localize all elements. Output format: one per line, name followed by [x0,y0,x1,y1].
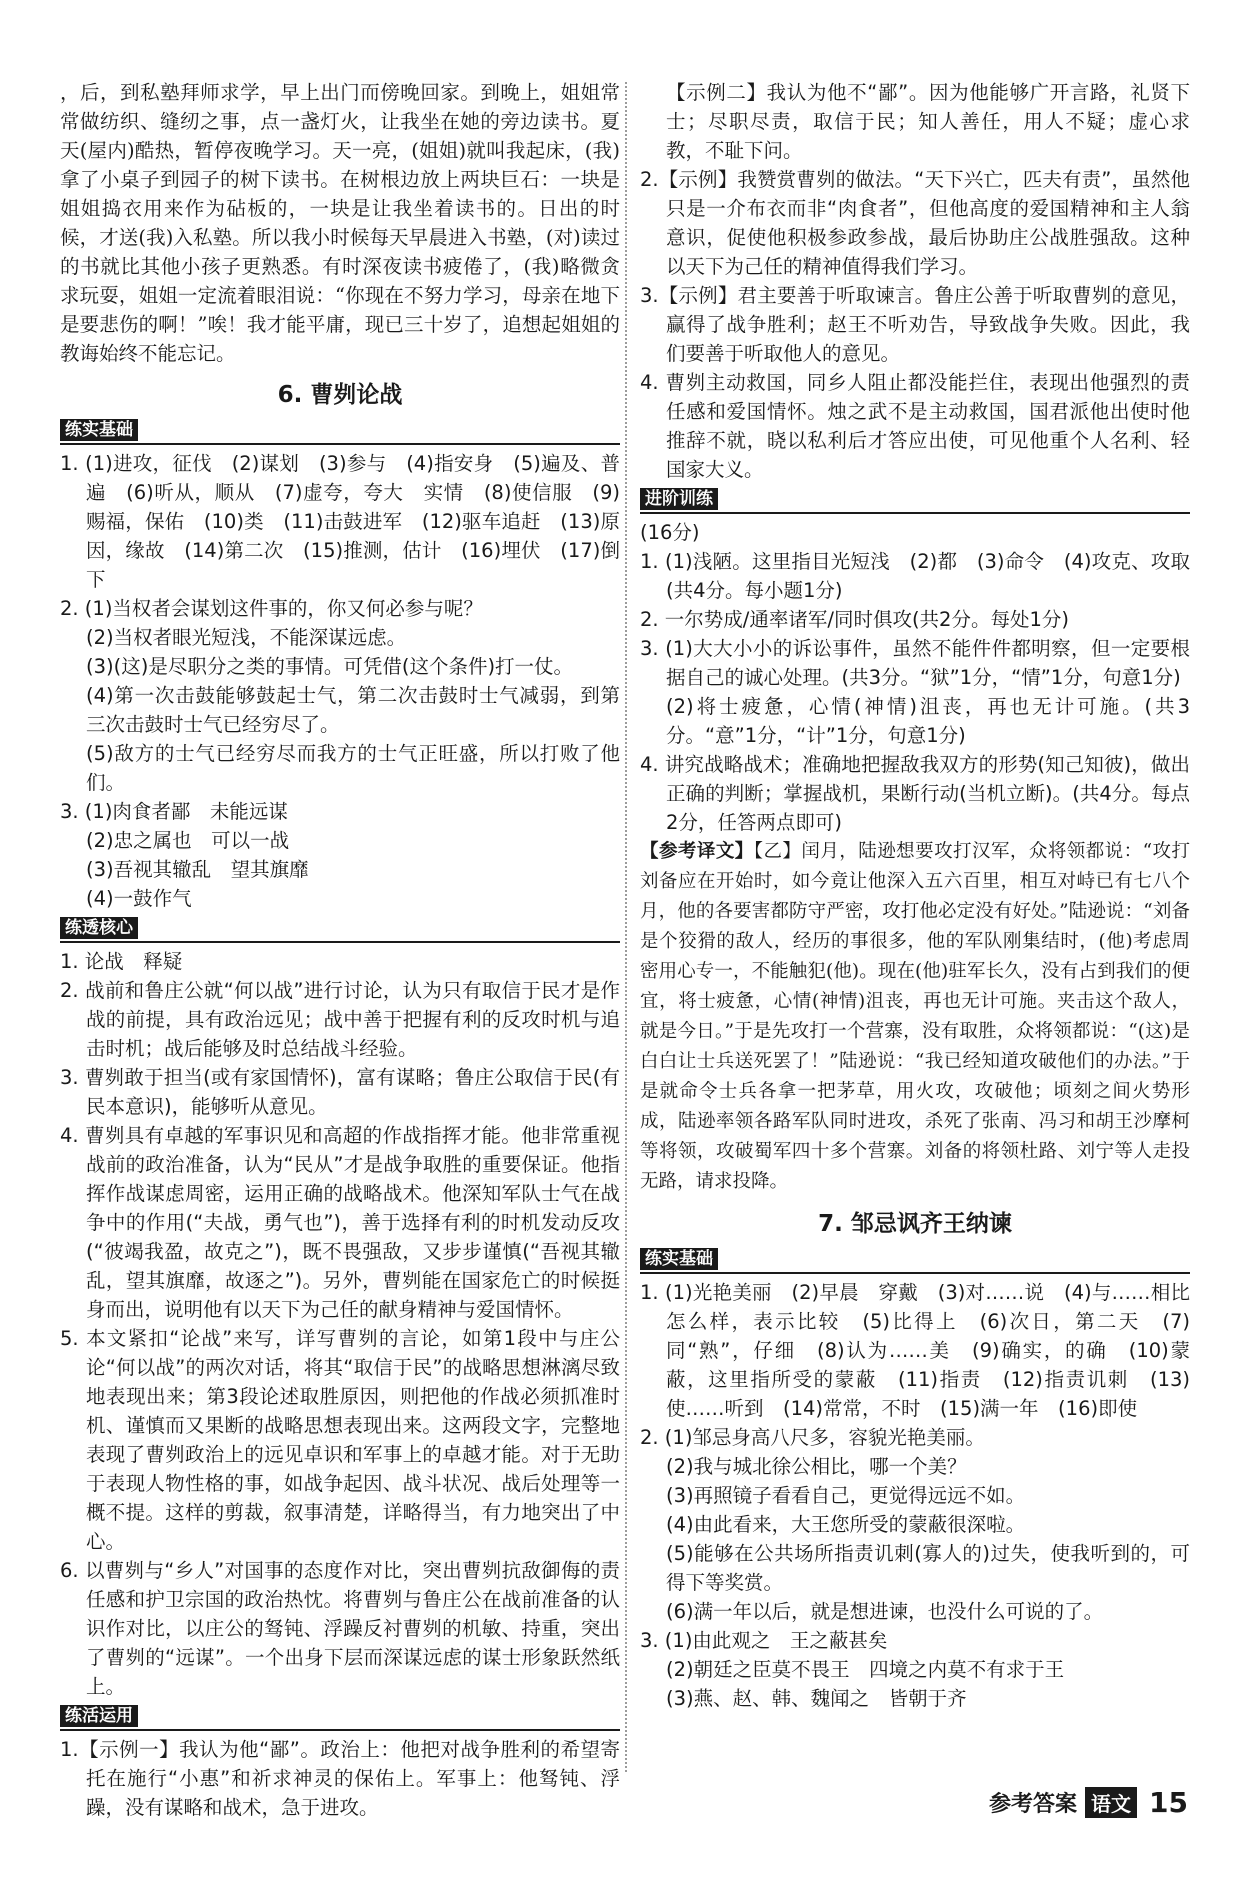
answer-subitem: (4)由此看来，大王您所受的蒙蔽很深啦。 [666,1513,1026,1536]
section-header-advanced [640,484,1190,514]
answer-subitem: (4)一鼓作气 [86,887,192,910]
section-header-basics [60,415,620,445]
answer-item: 1. (1)光艳美丽 (2)早晨 穿戴 (3)对……说 (4)与……相比怎么样，表示比较 (5)比得上 (6)次日，第二天 (7)同“熟”，仔细 (8)认为……美 (9)确实，的确 (10)蒙蔽，这里指所受的蒙蔽 (11)指责 (12)指责讥刺 (13)使……听到 (14)常常，不时 (15)满一年 (16)即使 [640,1281,1190,1420]
answer-item: 5. 本文紧扣“论战”来写，详写曹刿的言论，如第1段中与庄公论“何以战”的两次对话，将其“取信于民”的战略思想淋漓尽致地表现出来；第3段论述取胜原因，则把他的作战必须抓准时机、谨慎而又果断的战略思想表现出来。这两段文字，完整地表现了曹刿政治上的远见卓识和军事上的卓越才能。对于无助于表现人物性格的事，如战争起因、战斗状况、战后处理等一概不提。这样的剪裁，叙事清楚，详略得当，有力地突出了中心。 [60,1327,620,1553]
right-column [640,78,1190,1713]
answer-item: 2. 一尔势成/通率诸军/同时俱攻(共2分。每处1分) [640,608,1069,631]
chapter-title-6: 6. 曹刿论战 [277,382,403,408]
footer-label: 参考答案 [989,1792,1078,1817]
section-tag: 练实基础 [640,1248,718,1270]
answer-item: 4. 曹刿具有卓越的军事识见和高超的作战指挥才能。他非常重视战前的政治准备，认为“民从”才是战争取胜的重要保证。他指挥作战谋虑周密，运用正确的战略战术。他深知军队士气在战争中的作用(“夫战，勇气也”)，善于选择有利的时机发动反攻(“彼竭我盈，故克之”)，既不畏强敌，又步步谨慎(“吾视其辙乱，望其旗靡，故逐之”)。另外，曹刿能在国家危亡的时候挺身而出，说明他有以天下为己任的献身精神与爱国情怀。 [60,1124,620,1321]
answer-item: 3.【示例】君主要善于听取谏言。鲁庄公善于听取曹刿的意见，赢得了战争胜利；赵王不听劝告，导致战争失败。因此，我们要善于听取他人的意见。 [640,284,1190,365]
answer-item: 1.【示例一】我认为他“鄙”。政治上：他把对战争胜利的希望寄托在施行“小惠”和祈求神灵的保佑上。军事上：他驽钝、浮躁，没有谋略和战术，急于进攻。 [60,1738,620,1819]
section-tag: 练实基础 [60,419,138,441]
answer-subitem: (4)第一次击鼓能够鼓起士气，第二次击鼓时士气减弱，到第三次击鼓时士气已经穷尽了。 [86,684,620,736]
page-footer [989,1786,1188,1819]
answer-subitem: (2)朝廷之臣莫不畏王 四境之内莫不有求于王 [666,1658,1065,1681]
section-tag: 练活运用 [60,1705,138,1727]
section-header-basics-7 [640,1244,1190,1274]
section-header-application [60,1701,620,1731]
answer-subitem: (5)能够在公共场所指责讥刺(寡人的)过失，使我听到的，可得下等奖赏。 [666,1542,1190,1594]
answer-item: 2.【示例】我赞赏曹刿的做法。“天下兴亡，匹夫有责”，虽然他只是一介布衣而非“肉食者”，但他高度的爱国精神和主人翁意识，促使他积极参政参战，最后协助庄公战胜强敌。这种以天下为己任的精神值得我们学习。 [640,168,1190,278]
answer-subitem: (5)敌方的士气已经穷尽而我方的士气正旺盛，所以打败了他们。 [86,742,620,794]
answer-item: 4. 讲究战略战术；准确地把握敌我双方的形势(知己知彼)，做出正确的判断；掌握战机，果断行动(当机立断)。(共4分。每点2分，任答两点即可) [640,753,1190,834]
answer-subitem: (6)满一年以后，就是想进谏，也没什么可说的了。 [666,1600,1104,1623]
answer-subitem: (2)当权者眼光短浅，不能深谋远虑。 [86,626,407,649]
translation-label: 【参考译文】 [640,841,754,862]
page-number: 15 [1149,1786,1188,1819]
answer-subitem: (2)将士疲惫，心情(神情)沮丧，再也无计可施。(共3分。“意”1分，“计”1分，句意1分) [666,695,1190,747]
answer-item: 4. 曹刿主动救国，同乡人阻止都没能拦住，表现出他强烈的责任感和爱国情怀。烛之武不是主动救国，国君派他出使时他推辞不就，晓以私利后才答应出使，可见他重个人名利、轻国家大义。 [640,371,1190,481]
answer-item: 3. (1)肉食者鄙 未能远谋 [60,800,288,823]
answer-item: 1. (1)浅陋。这里指目光短浅 (2)都 (3)命令 (4)攻克、攻取(共4分。每小题1分) [640,550,1190,602]
subject-badge: 语文 [1085,1787,1137,1818]
answer-item: 3. (1)大大小小的诉讼事件，虽然不能件件都明察，但一定要根据自己的诚心处理。(共3分。“狱”1分，“情”1分，句意1分) [640,637,1190,689]
answer-item: 2. 战前和鲁庄公就“何以战”进行讨论，认为只有取信于民才是作战的前提，具有政治远见；战中善于把握有利的反攻时机与追击时机；战后能够及时总结战斗经验。 [60,979,620,1060]
answer-subitem: (3)吾视其辙乱 望其旗靡 [86,858,309,881]
section-header-core [60,913,620,943]
answer-item: 2. (1)邹忌身高八尺多，容貌光艳美丽。 [640,1426,985,1449]
answer-subitem: 【示例二】我认为他不“鄙”。因为他能够广开言路，礼贤下士；尽职尽责，取信于民；知人善任，用人不疑；虚心求教，不耻下问。 [666,81,1190,162]
translation-text: 【乙】闰月，陆逊想要攻打汉军，众将领都说：“攻打刘备应在开始时，如今竟让他深入五六百里，相互对峙已有七八个月，他的各要害都防守严密，攻打他必定没有好处。”陆逊说：“刘备是个狡猾的敌人，经历的事很多，他的军队刚集结时，(他)考虑周密用心专一，不能触犯(他)。现在(他)驻军长久，没有占到我们的便宜，将士疲惫，心情(神情)沮丧，再也无计可施。夹击这个敌人，就是今日。”于是先攻打一个营寨，没有取胜，众将领都说：“(这)是白白让士兵送死罢了！”陆逊说：“我已经知道攻破他们的办法。”于是就命令士兵各拿一把茅草，用火攻，攻破他；顷刻之间火势形成，陆逊率领各路军队同时进攻，杀死了张南、冯习和胡王沙摩柯等将领，攻破蜀军四十多个营寨。刘备的将领杜路、刘宁等人走投无路，请求投降。 [640,841,1190,1192]
chapter-title-7: 7. 邹忌讽齐王纳谏 [818,1211,1012,1237]
answer-subitem: (2)我与城北徐公相比，哪一个美？ [666,1455,967,1478]
answer-item: 6. 以曹刿与“乡人”对国事的态度作对比，突出曹刿抗敌御侮的责任感和护卫宗国的政治热忱。将曹刿与鲁庄公在战前准备的认识作对比，以庄公的驽钝、浮躁反衬曹刿的机敏、持重，突出了曹刿的“远谋”。一个出身下层而深谋远虑的谋士形象跃然纸上。 [60,1559,620,1698]
answer-subitem: (3)燕、赵、韩、魏闻之 皆朝于齐 [666,1687,967,1710]
answer-subitem: (2)忠之属也 可以一战 [86,829,290,852]
section-tag: 进阶训练 [640,488,718,510]
left-column [60,78,620,1822]
answer-item: 2. (1)当权者会谋划这件事的，你又何必参与呢？ [60,597,483,620]
answer-subitem: (3)(这)是尽职分之类的事情。可凭借(这个条件)打一仗。 [86,655,574,678]
reference-translation [640,837,1190,1197]
answer-item: 3. (1)由此观之 王之蔽甚矣 [640,1629,888,1652]
answer-item: 3. 曹刿敢于担当(或有家国情怀)，富有谋略；鲁庄公取信于民(有民本意识)，能够听从意见。 [60,1066,620,1118]
answer-item: 1. (1)进攻，征伐 (2)谋划 (3)参与 (4)指安身 (5)遍及、普遍 (6)听从，顺从 (7)虚夸，夸大 实情 (8)使信服 (9)赐福，保佑 (10)类 (11)击鼓进军 (12)驱车追赶 (13)原因，缘故 (14)第二次 (15)推测，估计 (16)埋伏 (17)倒下 [60,452,620,591]
translation-continued: ，后，到私塾拜师求学，早上出门而傍晚回家。到晚上，姐姐常常做纺织、缝纫之事，点一盏灯火，让我坐在她的旁边读书。夏天(屋内)酷热，暂停夜晚学习。天一亮，(姐姐)就叫我起床，(我)拿了小桌子到园子的树下读书。在树根边放上两块巨石：一块是姐姐捣衣用来作为砧板的，一块是让我坐着读书的。日出的时候，才送(我)入私塾。所以我小时候每天早晨进入书塾，(对)读过的书就比其他小孩子更熟悉。有时深夜读书疲倦了，(我)略微贪求玩耍，姐姐一定流着眼泪说：“你现在不努力学习，母亲在地下是要悲伤的啊！”唉！我才能平庸，现已三十岁了，追想起姐姐的教诲始终不能忘记。 [60,81,620,365]
answer-subitem: (3)再照镜子看看自己，更觉得远远不如。 [666,1484,1026,1507]
section-tag: 练透核心 [60,917,138,939]
answer-item: 1. 论战 释疑 [60,950,183,973]
score-note: (16分) [640,521,700,544]
column-divider [625,82,627,1772]
